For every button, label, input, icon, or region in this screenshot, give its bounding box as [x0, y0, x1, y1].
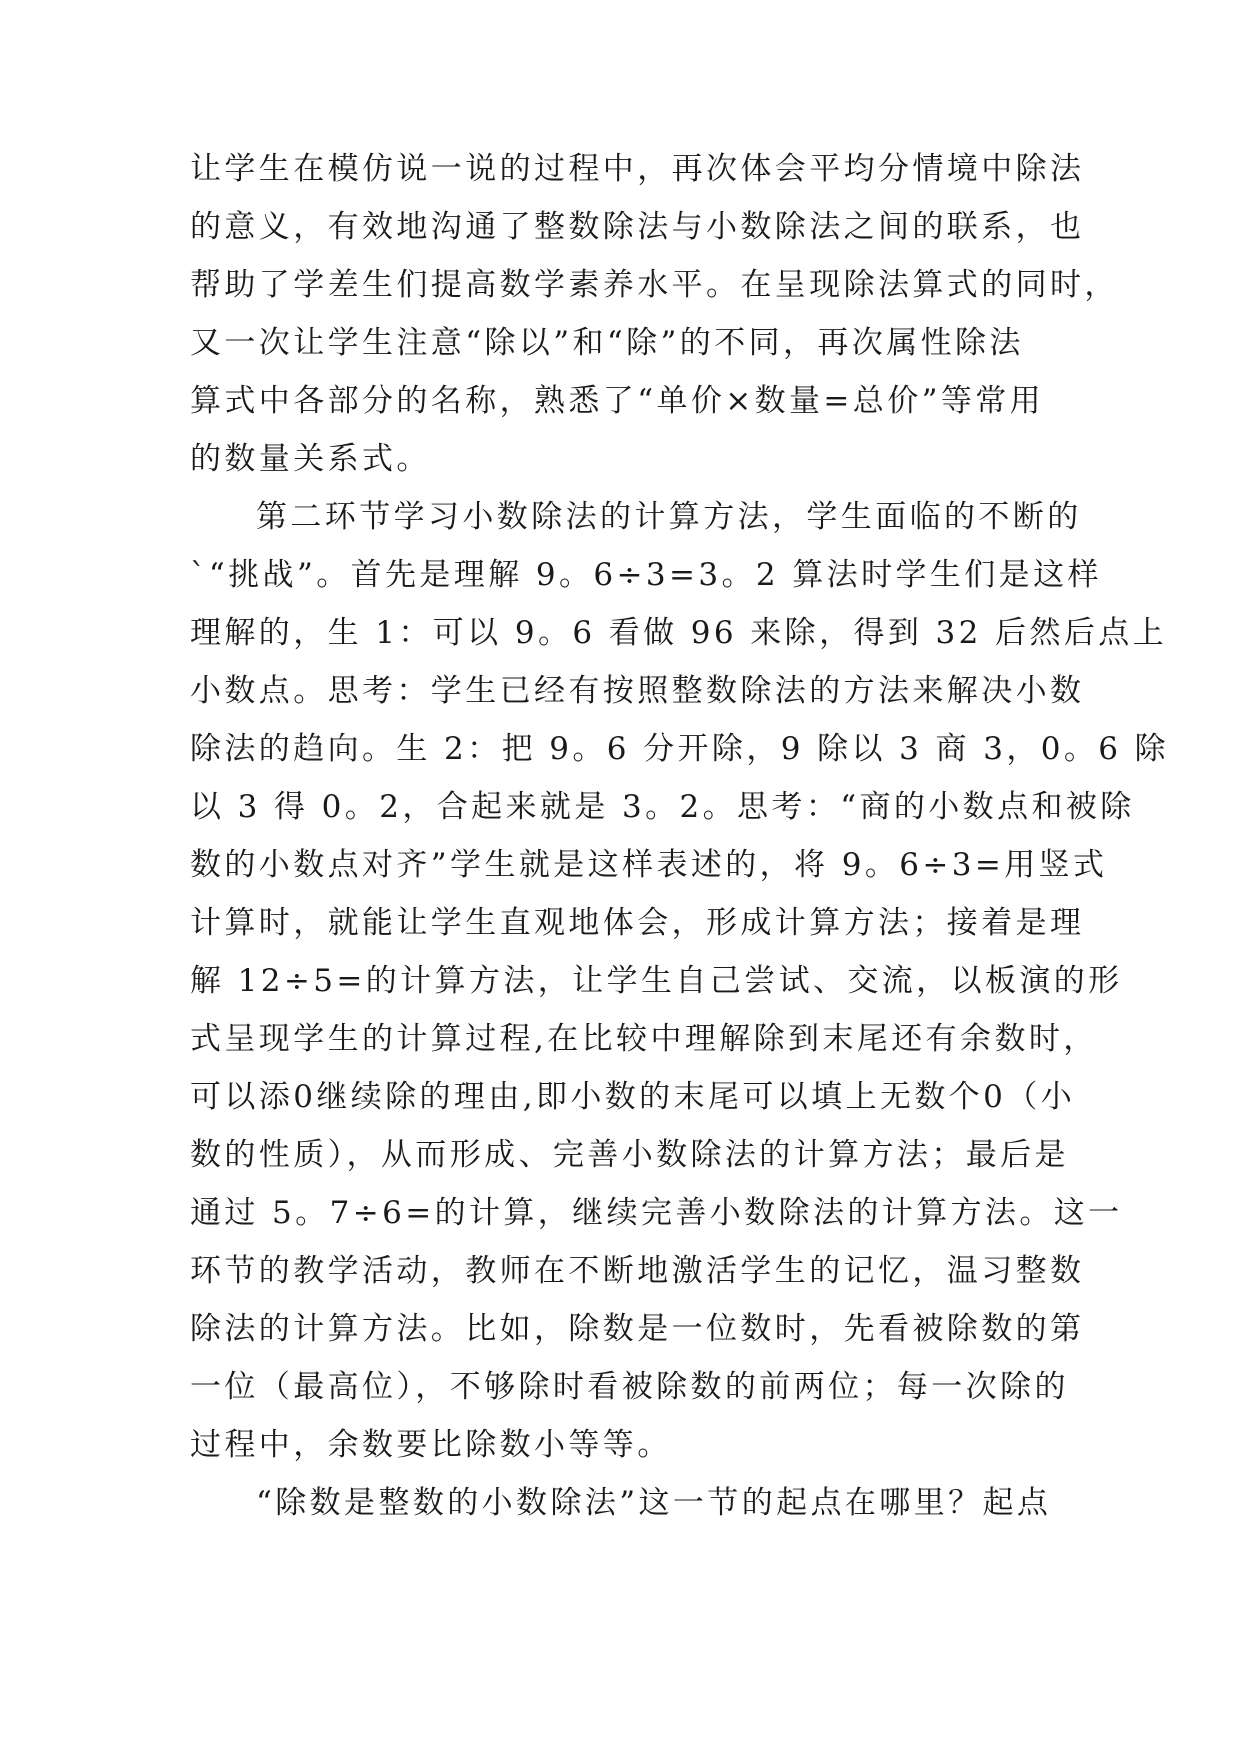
text-line: 数的性质），从而形成、完善小数除法的计算方法；最后是: [190, 1137, 1069, 1173]
text-line: 数的小数点对齐”学生就是这样表述的，将 9。6÷3=用竖式: [190, 847, 1108, 883]
text-line: 通过 5。7÷6=的计算，继续完善小数除法的计算方法。这一: [190, 1195, 1123, 1231]
text-line: 环节的教学活动，教师在不断地激活学生的记忆，温习整数: [190, 1253, 1085, 1289]
text-line: 小数点。思考：学生已经有按照整数除法的方法来解决小数: [190, 673, 1085, 709]
text-line: 计算时，就能让学生直观地体会，形成计算方法；接着是理: [190, 905, 1085, 941]
text-line: 理解的，生 1：可以 9。6 看做 96 来除，得到 32 后然后点上: [190, 615, 1168, 651]
text-line: 的意义，有效地沟通了整数除法与小数除法之间的联系，也: [190, 209, 1085, 245]
text-line: 过程中，余数要比除数小等等。: [190, 1427, 672, 1463]
text-line: 除法的计算方法。比如，除数是一位数时，先看被除数的第: [190, 1311, 1085, 1347]
text-line: 的数量关系式。: [190, 441, 431, 477]
text-line: 算式中各部分的名称，熟悉了“单价×数量=总价”等常用: [190, 383, 1045, 419]
text-line: 以 3 得 0。2，合起来就是 3。2。思考：“商的小数点和被除: [190, 789, 1135, 825]
text-line: 除法的趋向。生 2：把 9。6 分开除，9 除以 3 商 3，0。6 除: [190, 731, 1170, 767]
paragraph-start-line: 第二环节学习小数除法的计算方法，学生面临的不断的: [256, 499, 1082, 535]
text-line: `“挑战”。首先是理解 9。6÷3=3。2 算法时学生们是这样: [190, 557, 1102, 593]
text-line: 解 12÷5=的计算方法，让学生自己尝试、交流，以板演的形: [190, 963, 1123, 999]
text-line: 式呈现学生的计算过程,在比较中理解除到末尾还有余数时，: [190, 1021, 1098, 1057]
paragraph-start-line: “除数是整数的小数除法”这一节的起点在哪里？起点: [256, 1485, 1052, 1521]
text-line: 可以添0继续除的理由,即小数的末尾可以填上无数个0（小: [190, 1079, 1076, 1115]
text-line: 让学生在模仿说一说的过程中，再次体会平均分情境中除法: [190, 151, 1085, 187]
body-text: [190, 140, 1170, 1532]
text-line: 帮助了学差生们提高数学素养水平。在呈现除法算式的同时，: [190, 267, 1119, 303]
text-line: 又一次让学生注意“除以”和“除”的不同，再次属性除法: [190, 325, 1024, 361]
text-line: 一位（最高位），不够除时看被除数的前两位；每一次除的: [190, 1369, 1069, 1405]
